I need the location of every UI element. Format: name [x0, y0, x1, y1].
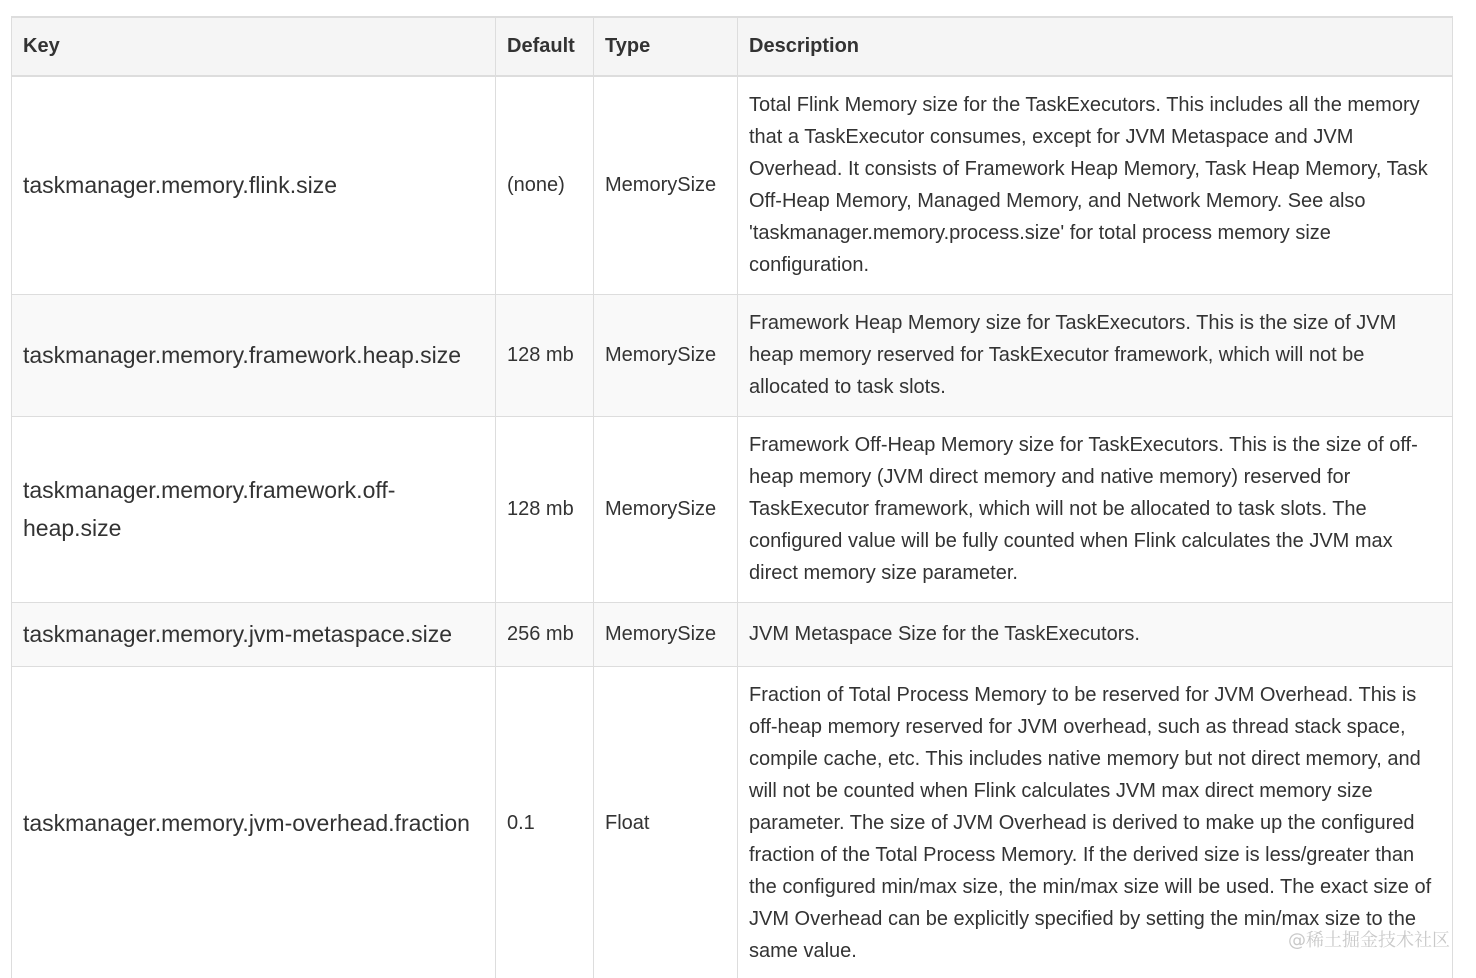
- table-body: [12, 76, 1453, 978]
- table-row: [12, 602, 1453, 666]
- header-key: Key: [12, 17, 496, 76]
- table-row: [12, 416, 1453, 602]
- cell-description: Framework Heap Memory size for TaskExecutors. This is the size of JVM heap memory reserved for TaskExecutor framework, which will not be allocated to task slots.: [738, 294, 1453, 416]
- cell-default: 0.1: [496, 666, 594, 978]
- cell-key: taskmanager.memory.jvm-overhead.fraction: [12, 666, 496, 978]
- cell-default: 128 mb: [496, 294, 594, 416]
- cell-key: taskmanager.memory.framework.heap.size: [12, 294, 496, 416]
- config-options-table: [11, 16, 1453, 978]
- cell-type: MemorySize: [594, 416, 738, 602]
- cell-description: Framework Off-Heap Memory size for TaskExecutors. This is the size of off-heap memory (JVM direct memory and native memory) reserved for TaskExecutor framework, which will not be allocated to task slots. The configured value will be fully counted when Flink calculates the JVM max direct memory size parameter.: [738, 416, 1453, 602]
- cell-type: MemorySize: [594, 76, 738, 294]
- table-row: [12, 666, 1453, 978]
- cell-type: Float: [594, 666, 738, 978]
- cell-type: MemorySize: [594, 602, 738, 666]
- cell-description: Fraction of Total Process Memory to be reserved for JVM Overhead. This is off-heap memory reserved for JVM overhead, such as thread stack space, compile cache, etc. This includes native memory but not direct memory, and will not be counted when Flink calculates JVM max direct memory size parameter. The size of JVM Overhead is derived to make up the configured fraction of the Total Process Memory. If the derived size is less/greater than the configured min/max size, the min/max size will be used. The exact size of JVM Overhead can be explicitly specified by setting the min/max size to the same value.: [738, 666, 1453, 978]
- cell-key: taskmanager.memory.framework.off-heap.size: [12, 416, 496, 602]
- header-description: Description: [738, 17, 1453, 76]
- cell-default: (none): [496, 76, 594, 294]
- header-type: Type: [594, 17, 738, 76]
- header-row: [12, 17, 1453, 76]
- cell-description: Total Flink Memory size for the TaskExecutors. This includes all the memory that a TaskExecutor consumes, except for JVM Metaspace and JVM Overhead. It consists of Framework Heap Memory, Task Heap Memory, Task Off-Heap Memory, Managed Memory, and Network Memory. See also 'taskmanager.memory.process.size' for total process memory size configuration.: [738, 76, 1453, 294]
- cell-key: taskmanager.memory.flink.size: [12, 76, 496, 294]
- cell-default: 128 mb: [496, 416, 594, 602]
- watermark: @稀土掘金技术社区: [1288, 930, 1450, 951]
- table-row: [12, 294, 1453, 416]
- table-row: [12, 76, 1453, 294]
- header-default: Default: [496, 17, 594, 76]
- table-header: [12, 17, 1453, 76]
- cell-type: MemorySize: [594, 294, 738, 416]
- cell-description: JVM Metaspace Size for the TaskExecutors.: [738, 602, 1453, 666]
- cell-default: 256 mb: [496, 602, 594, 666]
- cell-key: taskmanager.memory.jvm-metaspace.size: [12, 602, 496, 666]
